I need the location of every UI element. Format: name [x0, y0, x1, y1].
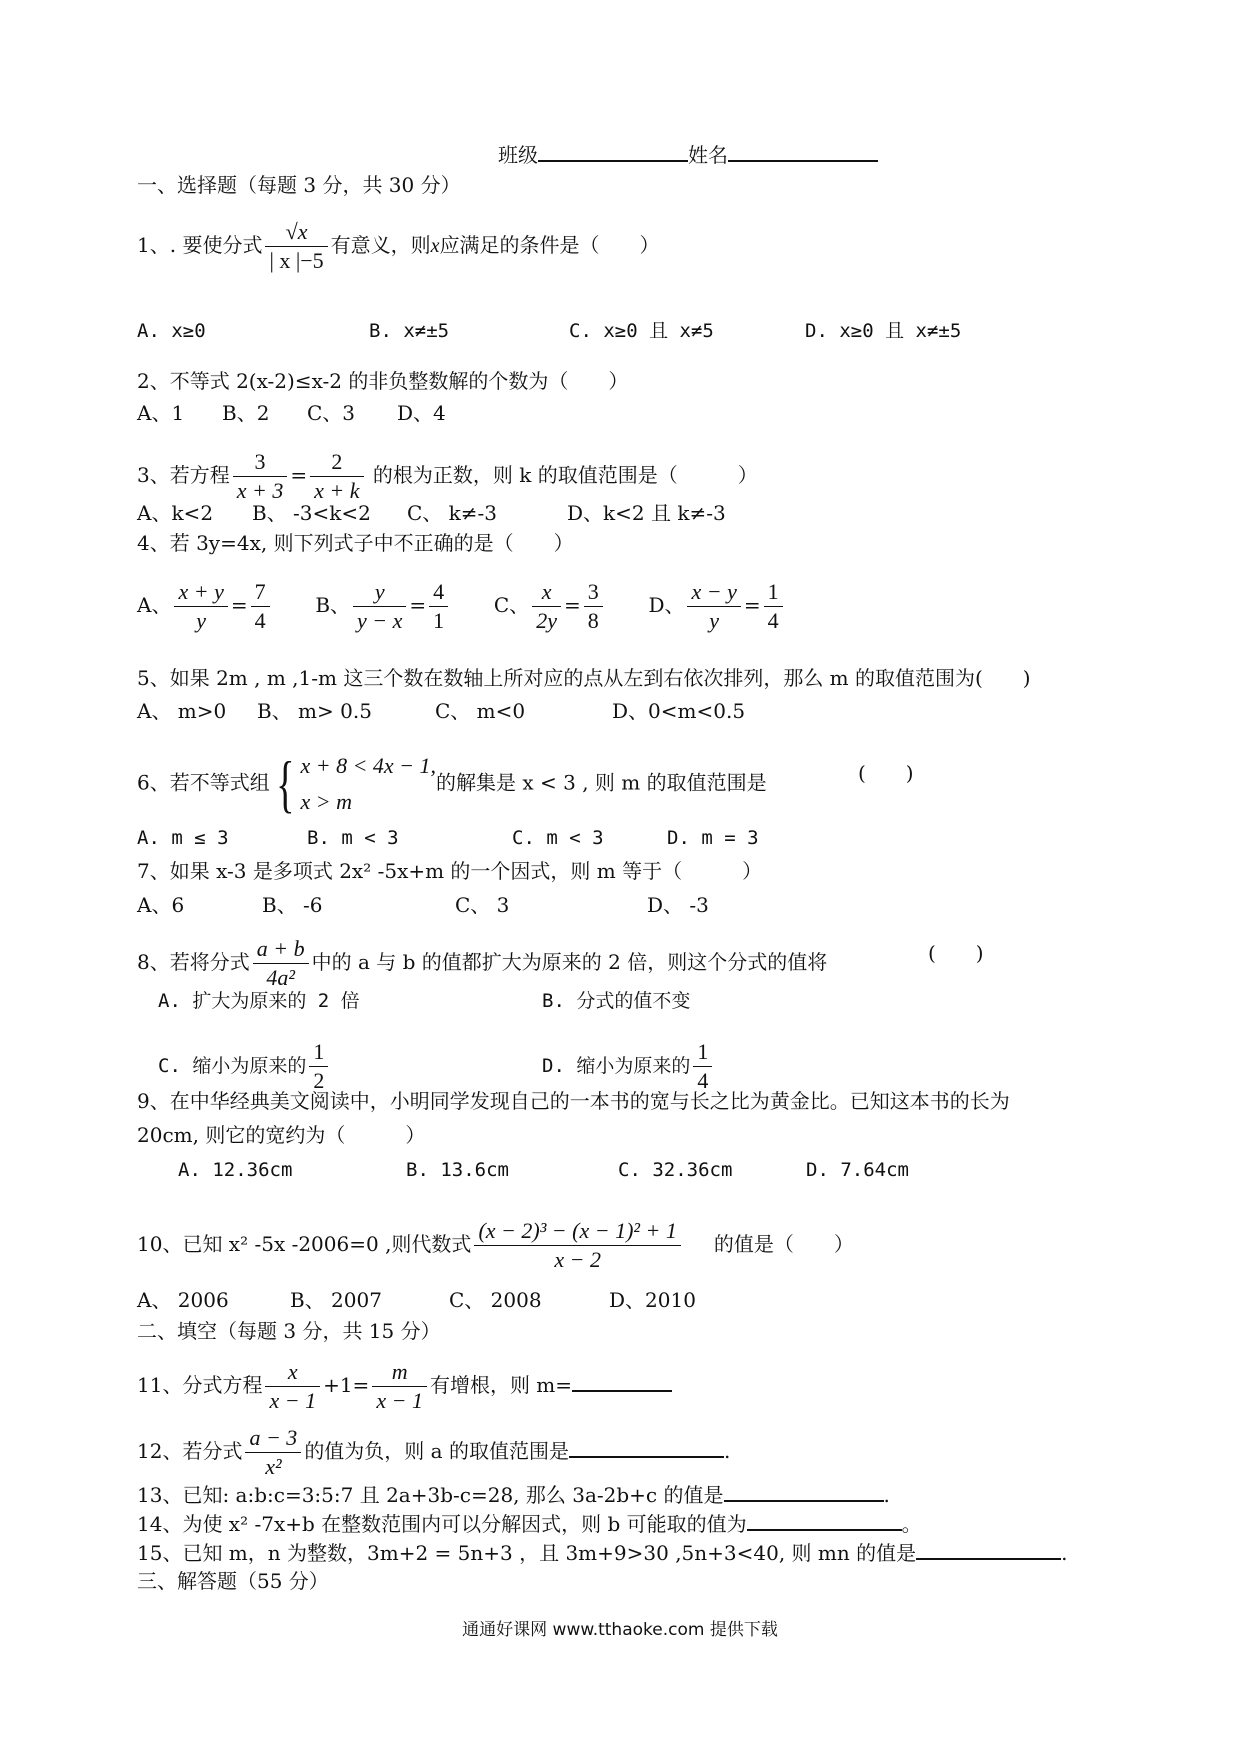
- q8-c-fraction: [309, 1038, 328, 1095]
- q4-options: A、 $\frac{x + y}{y}$ = $\frac{7}{4}$ B、 $\frac{y}{y - x}$ = $\frac{4}{1}$ C、 $\frac{x}{2y}$ = $\frac{3}{8}$ D、 $\frac{x - y}{y}$ = $\frac{1}{4}$: [137, 578, 786, 635]
- q10-option-d: D、2010: [609, 1288, 696, 1312]
- q8-c-num: 1: [309, 1038, 328, 1067]
- q10-text-post: 的值是（ ）: [713, 1232, 854, 1256]
- q12-fraction: [245, 1424, 301, 1481]
- q9-option-c: C. 32.36cm: [618, 1159, 733, 1181]
- q10-text-pre: 10、已知 x² -5x -2006=0 ,则代数式: [137, 1232, 472, 1256]
- q1-numerator: √x: [265, 218, 327, 247]
- question-12: [137, 1424, 730, 1481]
- q12-text-post: 的值为负，则 a 的取值范围是: [304, 1439, 569, 1463]
- q4-option-d-label: D、: [648, 593, 685, 617]
- question-9-line-2: 20cm, 则它的宽约为（ ）: [137, 1123, 426, 1147]
- q3-text-post: 的根为正数，则 k 的取值范围是（ ）: [372, 463, 758, 487]
- q11-f1-den: x − 1: [269, 1388, 317, 1413]
- q13-answer-blank[interactable]: [724, 1480, 884, 1502]
- q11-f1-num: x: [265, 1358, 320, 1387]
- q4-a-den: y: [196, 608, 207, 633]
- q4-c-den: 2y: [536, 608, 557, 633]
- q15-end: .: [1061, 1541, 1068, 1565]
- q5-option-c: C、 m<0: [435, 699, 526, 723]
- q4-option-b-label: B、: [315, 593, 351, 617]
- q14-text: 14、为使 x² -7x+b 在整数范围内可以分解因式，则 b 可能取的值为: [137, 1512, 747, 1536]
- q4-d-den: y: [709, 608, 720, 633]
- q4-a-rden: 4: [254, 608, 266, 633]
- q3-option-c: C、 k≠-3: [407, 501, 498, 525]
- q4-d-rhs: [764, 578, 783, 635]
- q10-numerator: (x − 2)³ − (x − 1)² + 1: [474, 1217, 680, 1246]
- section-heading-answer: 三、解答题（55 分）: [137, 1569, 329, 1593]
- q4-d-rden: 4: [767, 608, 779, 633]
- q13-text: 13、已知: a:b:c=3:5:7 且 2a+3b-c=28, 那么 3a-2b+c 的值是: [137, 1483, 724, 1507]
- name-blank: [728, 140, 878, 162]
- question-3: [137, 448, 758, 505]
- q6-text-post: 的解集是 x < 3 , 则 m 的取值范围是: [436, 770, 767, 795]
- q8-fraction: [253, 935, 309, 992]
- q3-fraction-2: [310, 448, 363, 505]
- q4-a-num: x + y: [174, 578, 227, 607]
- section-heading-fill: 二、填空（每题 3 分，共 15 分）: [137, 1319, 441, 1343]
- q7-option-d: D、 -3: [647, 893, 709, 917]
- q4-c-rden: 8: [587, 608, 599, 633]
- page-footer: 通通好课网 www.tthaoke.com 提供下载: [462, 1620, 778, 1640]
- q4-c-rhs: [584, 578, 603, 635]
- q1-option-c: C. x≥0 且 x≠5: [569, 320, 714, 342]
- q8-numerator: a + b: [253, 935, 309, 964]
- question-6: [137, 748, 767, 820]
- q4-a-rhs: [251, 578, 270, 635]
- q1-denominator: | x |−5: [269, 248, 324, 273]
- question-2: 2、不等式 2(x-2)≤x-2 的非负整数解的个数为（ ）: [137, 369, 629, 393]
- q9-option-b: B. 13.6cm: [406, 1159, 509, 1181]
- q4-b-rhs: [429, 578, 448, 635]
- q11-answer-blank[interactable]: [572, 1370, 672, 1392]
- question-7: 7、如果 x-3 是多项式 2x² -5x+m 的一个因式，则 m 等于（ ）: [137, 859, 763, 883]
- q12-text-pre: 12、若分式: [137, 1439, 243, 1463]
- q10-option-b: B、 2007: [290, 1288, 382, 1312]
- q11-f2-num: m: [372, 1358, 427, 1387]
- q4-d-lhs: [687, 578, 740, 635]
- q6-brace: {: [275, 748, 295, 819]
- q12-end: .: [723, 1439, 731, 1463]
- q8-answer-paren: ( ): [928, 941, 984, 965]
- q4-b-lhs: [353, 578, 406, 635]
- q4-d-rnum: 1: [764, 578, 783, 607]
- class-blank: [538, 140, 688, 162]
- q1-fraction: [265, 218, 327, 275]
- q4-c-lhs: [532, 578, 561, 635]
- q3-option-b: B、 -3<k<2: [252, 501, 371, 525]
- student-info-header: [498, 140, 878, 168]
- question-8: [137, 935, 827, 992]
- q10-denominator: x − 2: [554, 1247, 601, 1272]
- q6-row-2: x > m: [300, 789, 352, 814]
- q10-option-c: C、 2008: [449, 1288, 542, 1312]
- q4-b-den: y − x: [357, 608, 403, 633]
- q8-option-d-text: D. 缩小为原来的: [542, 1055, 691, 1077]
- q10-option-a: A、 2006: [137, 1288, 229, 1312]
- q3-f2-numerator: 2: [310, 448, 363, 477]
- section-heading-choice: 一、选择题（每题 3 分，共 30 分）: [137, 173, 461, 197]
- q6-option-c: C. m < 3: [512, 827, 604, 849]
- q3-text-pre: 3、若方程: [137, 463, 230, 487]
- question-11: [137, 1358, 672, 1415]
- question-10: [137, 1217, 854, 1274]
- q2-option-c: C、3: [307, 401, 356, 425]
- q3-option-a: A、k<2: [137, 501, 214, 525]
- q6-option-d: D. m = 3: [667, 827, 759, 849]
- q6-text-pre: 6、若不等式组: [137, 770, 270, 795]
- q15-answer-blank[interactable]: [916, 1538, 1061, 1560]
- q3-fraction-1: [233, 448, 288, 505]
- q14-end: 。: [901, 1512, 922, 1536]
- q4-c-rnum: 3: [584, 578, 603, 607]
- q12-den: x²: [265, 1454, 282, 1479]
- question-1: [137, 218, 660, 275]
- q7-option-b: B、 -6: [262, 893, 323, 917]
- q15-text: 15、已知 m，n 为整数，3m+2 = 5n+3 ，且 3m+9>30 ,5n+3<40, 则 mn 的值是: [137, 1541, 917, 1565]
- q13-end: .: [883, 1483, 890, 1507]
- q1-text-pre: 1、. 要使分式: [137, 233, 263, 257]
- question-14: [137, 1509, 922, 1537]
- q3-equals: =: [290, 463, 308, 487]
- q2-option-d: D、4: [397, 401, 446, 425]
- q8-text-pre: 8、若将分式: [137, 950, 250, 974]
- q4-option-c-label: C、: [493, 593, 530, 617]
- q5-option-d: D、0<m<0.5: [612, 699, 746, 723]
- class-label: 班级: [498, 143, 538, 167]
- q11-fraction-2: [372, 1358, 427, 1415]
- q14-answer-blank[interactable]: [747, 1509, 902, 1531]
- q2-option-b: B、2: [222, 401, 270, 425]
- q12-answer-blank[interactable]: [569, 1436, 724, 1458]
- q10-fraction: [474, 1217, 680, 1274]
- q1-var: x: [430, 235, 440, 257]
- q8-d-num: 1: [693, 1038, 712, 1067]
- question-15: [137, 1538, 1067, 1566]
- q5-option-b: B、 m> 0.5: [257, 699, 372, 723]
- q11-mid: +1=: [323, 1373, 370, 1397]
- question-5: 5、如果 2m , m ,1-m 这三个数在数轴上所对应的点从左到右依次排列，那么 m 的取值范围为( ): [137, 666, 1031, 690]
- question-13: [137, 1480, 890, 1508]
- q8-denominator: 4a²: [266, 965, 295, 990]
- q9-option-a: A. 12.36cm: [178, 1159, 293, 1181]
- q6-system: [300, 748, 436, 820]
- q8-option-a: A. 扩大为原来的 2 倍: [158, 990, 360, 1012]
- q8-d-den: 4: [697, 1068, 709, 1093]
- q11-f2-den: x − 1: [376, 1388, 423, 1413]
- q4-a-rnum: 7: [251, 578, 270, 607]
- q6-row-1: x + 8 < 4x − 1,: [300, 753, 437, 778]
- q7-option-a: A、6: [137, 893, 185, 917]
- q1-option-a: A. x≥0: [137, 320, 206, 342]
- q4-b-rden: 1: [433, 608, 445, 633]
- q11-text-pre: 11、分式方程: [137, 1373, 263, 1397]
- q8-option-b: B. 分式的值不变: [542, 990, 691, 1012]
- q6-option-b: B. m < 3: [307, 827, 399, 849]
- q1-option-b: B. x≠±5: [369, 320, 450, 342]
- q4-a-lhs: [174, 578, 227, 635]
- q8-c-den: 2: [313, 1068, 325, 1093]
- q1-option-d: D. x≥0 且 x≠±5: [805, 320, 962, 342]
- q8-text-post: 中的 a 与 b 的值都扩大为原来的 2 倍，则这个分式的值将: [311, 950, 828, 974]
- question-4: 4、若 3y=4x, 则下列式子中不正确的是（ ）: [137, 531, 574, 555]
- q3-option-d: D、k<2 且 k≠-3: [567, 501, 726, 525]
- q9-option-d: D. 7.64cm: [806, 1159, 909, 1181]
- q6-option-a: A. m ≤ 3: [137, 827, 229, 849]
- q4-c-num: x: [532, 578, 561, 607]
- q11-fraction-1: [265, 1358, 320, 1415]
- q3-f2-denominator: x + k: [314, 478, 360, 503]
- q6-answer-paren: ( ): [858, 761, 914, 785]
- q3-f1-numerator: 3: [233, 448, 288, 477]
- q8-option-c: [158, 1038, 331, 1095]
- q8-option-c-text: C. 缩小为原来的: [158, 1055, 307, 1077]
- q4-b-num: y: [353, 578, 406, 607]
- q4-d-num: x − y: [687, 578, 740, 607]
- q5-option-a: A、 m>0: [137, 699, 227, 723]
- q12-num: a − 3: [245, 1424, 301, 1453]
- q1-text-post: 有意义，则: [330, 233, 431, 257]
- q8-d-fraction: [693, 1038, 712, 1095]
- q8-option-d: [542, 1038, 715, 1095]
- name-label: 姓名: [688, 143, 728, 167]
- question-9-line-1: 9、在中华经典美文阅读中，小明同学发现自己的一本书的宽与长之比为黄金比。已知这本书的长为: [137, 1089, 1010, 1113]
- q4-b-rnum: 4: [429, 578, 448, 607]
- q2-option-a: A、1: [137, 401, 185, 425]
- q1-text-post2: 应满足的条件是（ ）: [439, 233, 660, 257]
- q3-f1-denominator: x + 3: [236, 478, 284, 503]
- q7-option-c: C、 3: [455, 893, 510, 917]
- q11-text-post: 有增根，则 m=: [429, 1373, 573, 1397]
- q4-option-a-label: A、: [137, 593, 172, 617]
